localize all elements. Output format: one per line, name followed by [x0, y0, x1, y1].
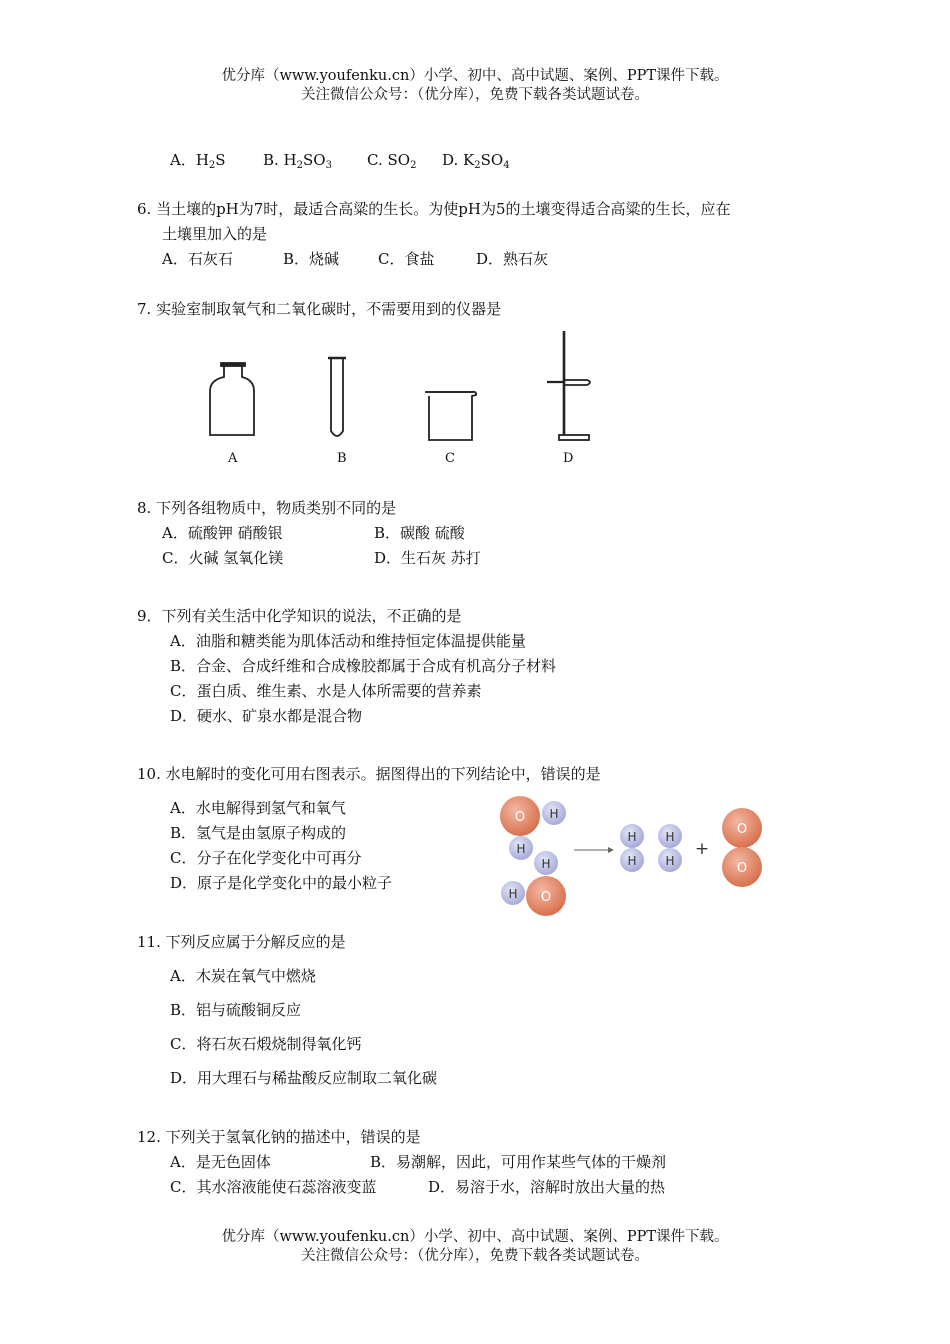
- water-molecule-2: [501, 851, 566, 916]
- q11-option-c: C．将石灰石煅烧制得氧化钙: [170, 1035, 362, 1053]
- hydrogen-atom-label: H: [549, 807, 559, 821]
- q10-option-c: C．分子在化学变化中可再分: [170, 849, 362, 867]
- q5-option-b: B. $H_2SO_3$: [263, 151, 332, 171]
- water-molecule-1: [500, 796, 566, 860]
- oxygen-atom-label: O: [736, 822, 748, 837]
- q6-stem: 6. 当土壤的pH为7时，最适合高粱的生长。为使pH为5的土壤变得适合高粱的生长，应在: [137, 200, 731, 218]
- hydrogen-atom-label: H: [665, 854, 675, 868]
- q9-stem: 9．下列有关生活中化学知识的说法，不正确的是: [137, 607, 462, 625]
- q10-option-d: D．原子是化学变化中的最小粒子: [170, 874, 393, 892]
- q7-label-a: A: [228, 451, 238, 466]
- q6-option-c: C．食盐: [378, 250, 435, 268]
- q9-option-d: D．硬水、矿泉水都是混合物: [170, 707, 363, 725]
- q12-option-c: C．其水溶液能使石蕊溶液变蓝: [170, 1178, 377, 1196]
- q8-option-d: D．生石灰 苏打: [374, 549, 481, 567]
- q5-option-c: C. $SO_2$: [367, 151, 417, 171]
- q8-option-c: C．火碱 氢氧化镁: [162, 549, 284, 567]
- q7-label-c: C: [445, 451, 455, 466]
- page-header: [0, 67, 950, 105]
- header-line-2: 关注微信公众号：（优分库），免费下载各类试题试卷。: [301, 87, 649, 103]
- q7-label-b: B: [337, 451, 347, 466]
- q12-option-a: A．是无色固体: [170, 1153, 271, 1171]
- q7-stem: 7. 实验室制取氧气和二氧化碳时，不需要用到的仪器是: [137, 300, 502, 318]
- oxygen-atom-label: O: [736, 861, 748, 876]
- footer-line-1: 优分库（www.youfenku.cn）小学、初中、高中试题、案例、PPT课件下载。: [221, 1229, 729, 1245]
- q10-option-a: A．水电解得到氢气和氧气: [170, 799, 346, 817]
- iron-stand-icon: [547, 331, 590, 440]
- test-tube-icon: [328, 358, 346, 436]
- hydrogen-atom-label: H: [508, 887, 518, 901]
- oxygen-atom-label: O: [540, 890, 552, 905]
- q11-option-d: D．用大理石与稀盐酸反应制取二氧化碳: [170, 1069, 438, 1087]
- q8-stem: 8. 下列各组物质中，物质类别不同的是: [137, 499, 397, 517]
- reaction-arrow-icon: [574, 847, 614, 853]
- q9-option-c: C．蛋白质、维生素、水是人体所需要的营养素: [170, 682, 482, 700]
- oxygen-atom-label: O: [514, 810, 526, 825]
- q12-option-b: B．易潮解，因此，可用作某些气体的干燥剂: [370, 1153, 667, 1171]
- q7-apparatus-figure: [195, 325, 615, 450]
- oxygen-molecule: [722, 808, 762, 887]
- header-line-1: 优分库（www.youfenku.cn）小学、初中、高中试题、案例、PPT课件下载。: [221, 68, 729, 84]
- q12-option-d: D．易溶于水，溶解时放出大量的热: [428, 1178, 666, 1196]
- footer-line-2: 关注微信公众号：（优分库），免费下载各类试题试卷。: [301, 1248, 649, 1264]
- q6-stem-cont: 土壤里加入的是: [162, 225, 268, 243]
- beaker-icon: [425, 392, 476, 440]
- q11-option-a: A．木炭在氧气中燃烧: [170, 967, 316, 985]
- q10-option-b: B．氢气是由氢原子构成的: [170, 824, 347, 842]
- reagent-bottle-icon: [210, 363, 254, 435]
- q12-stem: 12. 下列关于氢氧化钠的描述中，错误的是: [137, 1128, 421, 1146]
- hydrogen-atom-label: H: [516, 842, 526, 856]
- q5-option-a: A．$H_2S$: [170, 151, 226, 171]
- q11-option-b: B．铝与硫酸铜反应: [170, 1001, 302, 1019]
- q9-option-a: A．油脂和糖类能为肌体活动和维持恒定体温提供能量: [170, 632, 526, 650]
- hydrogen-atom-label: H: [665, 830, 675, 844]
- q6-option-a: A．石灰石: [162, 250, 233, 268]
- q5-option-d: D. $K_2SO_4$: [442, 151, 510, 171]
- q7-label-d: D: [563, 451, 574, 466]
- q8-option-a: A．硫酸钾 硝酸银: [162, 524, 283, 542]
- page-footer: [0, 1228, 950, 1266]
- plus-sign: +: [694, 839, 710, 859]
- hydrogen-molecule-1: [620, 824, 644, 872]
- water-electrolysis-diagram: [490, 790, 780, 920]
- q10-stem: 10. 水电解时的变化可用右图表示。据图得出的下列结论中，错误的是: [137, 765, 601, 783]
- hydrogen-atom-label: H: [541, 857, 551, 871]
- q9-option-b: B．合金、合成纤维和合成橡胶都属于合成有机高分子材料: [170, 657, 557, 675]
- hydrogen-molecule-2: [658, 824, 682, 872]
- q6-option-d: D．熟石灰: [476, 250, 549, 268]
- hydrogen-atom-label: H: [627, 854, 637, 868]
- q6-option-b: B．烧碱: [283, 250, 340, 268]
- hydrogen-atom-label: H: [627, 830, 637, 844]
- q8-option-b: B．碳酸 硫酸: [374, 524, 465, 542]
- q11-stem: 11. 下列反应属于分解反应的是: [137, 933, 346, 951]
